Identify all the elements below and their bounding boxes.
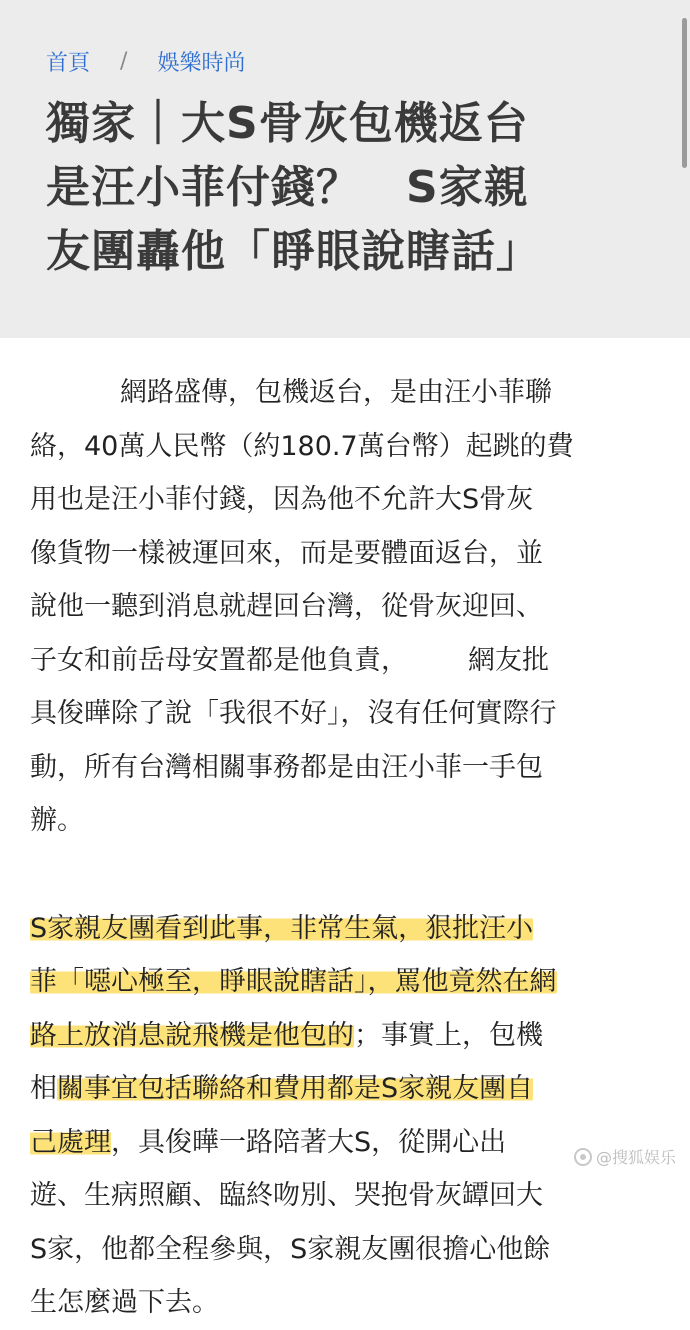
text-line: 辦。 (30, 805, 84, 836)
article-header (0, 0, 690, 338)
title-line: 是汪小菲付錢？ S家親 (46, 162, 529, 213)
paragraph-1 (30, 366, 660, 848)
text-line: 己處理，具俊曄一路陪著大S，從開心出 (30, 1126, 507, 1158)
breadcrumb-category-link[interactable]: 娛樂時尚 (157, 50, 246, 76)
highlighted-text: 菲「噁心極至，睜眼說瞎話」，罵他竟然在網 (30, 966, 557, 997)
highlighted-text: 路上放消息說飛機是他包的 (30, 1019, 354, 1051)
weibo-logo-icon (574, 1148, 592, 1166)
text-line: 遊、生病照顧、臨終吻別、哭抱骨灰罈回大 (30, 1180, 543, 1211)
text-line: 具俊曄除了說「我很不好」，沒有任何實際行 (30, 698, 557, 729)
highlighted-text: 關事宜包括聯絡和費用都是S家親友團自 (57, 1073, 534, 1104)
text-line (30, 955, 660, 1009)
scrollbar-thumb[interactable] (682, 18, 687, 168)
text-line: 相關事宜包括聯絡和費用都是S家親友團自 (30, 1073, 534, 1104)
highlighted-text: S家親友團看到此事，非常生氣，狠批汪小 (30, 912, 534, 944)
watermark-text: @搜狐娱乐 (595, 1148, 676, 1167)
watermark (574, 1145, 676, 1168)
text-line: 生怎麼過下去。 (30, 1287, 219, 1318)
text-line: 說他一聽到消息就趕回台灣，從骨灰迎回、 (30, 591, 543, 622)
title-line: 友團轟他「睜眼說瞎話」 (46, 226, 541, 277)
text-line: 絡，40萬人民幣（約180.7萬台幣）起跳的費 (30, 430, 574, 462)
text-line (30, 902, 660, 956)
page-title (46, 92, 636, 284)
text-line: 動，所有台灣相關事務都是由汪小菲一手包 (30, 751, 543, 783)
scrollbar[interactable] (680, 0, 690, 338)
text-line: 像貨物一樣被運回來，而是要體面返台，並 (30, 537, 543, 569)
text-line: 用也是汪小菲付錢，因為他不允許大S骨灰 (30, 484, 534, 515)
breadcrumb-separator: / (120, 48, 128, 74)
highlighted-text: 己處理 (30, 1126, 111, 1158)
paragraph-2 (30, 902, 660, 1330)
breadcrumb (46, 44, 245, 78)
title-line: 獨家｜大S骨灰包機返台 (46, 98, 529, 149)
article-body (30, 366, 660, 1330)
text-line: 子女和前岳母安置都是他負責， 網友批 (30, 644, 549, 676)
text-line: 路上放消息說飛機是他包的；事實上，包機 (30, 1019, 543, 1051)
breadcrumb-home-link[interactable]: 首頁 (46, 50, 91, 76)
text-line: S家，他都全程參與，S家親友團很擔心他餘 (30, 1233, 551, 1265)
text-line: 網路盛傳，包機返台，是由汪小菲聯 (120, 377, 552, 408)
